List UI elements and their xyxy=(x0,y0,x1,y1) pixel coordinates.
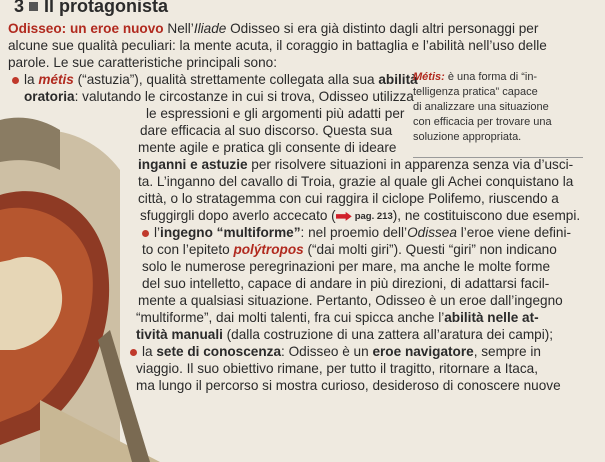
bullet1-line-3: le espressioni e gli argomenti più adatti per xyxy=(146,106,405,121)
text: la xyxy=(24,72,39,87)
section-title: Il protagonista xyxy=(44,0,169,16)
sidebar-term: Métis: xyxy=(413,71,445,83)
bullet2-line-3: solo le numerose peregrinazioni per mare, ma anche le molte forme xyxy=(142,259,551,274)
section-number: 3 xyxy=(14,0,25,16)
text: : Odisseo è un xyxy=(281,344,373,359)
text: “multiforme”, dai molti talenti, fra cui spicca anche l’ xyxy=(136,310,445,325)
bullet-icon xyxy=(142,230,149,237)
bold-text: inganni e astuzie xyxy=(138,157,248,172)
text: (dalla costruzione di una zattera all’aratura dei campi); xyxy=(222,327,554,342)
text: Nell’ xyxy=(163,21,194,36)
bullet3-line-1 xyxy=(130,343,541,360)
bullet1-line-1 xyxy=(12,71,418,88)
bold-text: oratoria xyxy=(24,89,75,104)
bullet1-line-9 xyxy=(140,207,580,225)
arrow-right-icon xyxy=(336,212,352,221)
text: l’eroe viene defini- xyxy=(456,225,572,240)
bullet2-line-5: mente a qualsiasi situazione. Pertanto, Odisseo è un eroe dall’ingegno xyxy=(138,293,563,308)
intro-line-1 xyxy=(8,20,538,37)
text: è una forma di “in- xyxy=(444,71,538,83)
bold-text: sete di conoscenza xyxy=(156,344,282,359)
bold-text: ingegno “multiforme” xyxy=(160,225,301,240)
bullet1-line-7: ta. L’inganno del cavallo di Troia, grazie al quale gli Achei conquistano la xyxy=(138,174,574,189)
bullet2-line-2 xyxy=(142,241,557,258)
bullet3-line-2: viaggio. Il suo obiettivo rimane, per tutto il tragitto, ritornare a Itaca, xyxy=(136,361,538,376)
book-title: Iliade xyxy=(193,21,227,36)
bullet1-line-2 xyxy=(24,88,414,105)
text: la xyxy=(142,344,157,359)
bullet2-line-6 xyxy=(136,309,539,326)
page-reference[interactable] xyxy=(336,208,393,225)
text: (“astuzia”), qualità strettamente collegata alla sua xyxy=(73,72,379,87)
text: l’ xyxy=(154,225,161,240)
sidebar-line-4: con efficacia per trovare una xyxy=(413,116,552,128)
page-reference-label: pag. 213 xyxy=(354,210,393,222)
bullet-icon xyxy=(130,349,137,356)
text: per risolvere situazioni in apparenza senza via d’usci- xyxy=(247,157,574,172)
sidebar-line-1 xyxy=(413,71,537,84)
bullet2-line-1 xyxy=(142,224,571,241)
metis-definition-box xyxy=(413,67,583,158)
bold-text: abilità xyxy=(378,72,418,87)
text: Odisseo si era già distinto dagli altri personaggi per xyxy=(226,21,539,36)
bold-text: abilità nelle at- xyxy=(444,310,539,325)
intro-line-2: alcune sue qualità peculiari: la mente acuta, il coraggio in battaglia e l’abilità nell’uso delle xyxy=(8,38,547,53)
text: to con l’epiteto xyxy=(142,242,234,257)
text: (“dai molti giri”). Questi “giri” non indicano xyxy=(303,242,557,257)
bullet1-line-8: città, o lo stratagemma con cui raggira il ciclope Polifemo, riuscendo a xyxy=(138,191,559,206)
text: : nel proemio dell’ xyxy=(300,225,408,240)
square-bullet-icon xyxy=(29,2,38,11)
term-polytropos: polýtropos xyxy=(233,242,304,257)
text: sfuggirgli dopo averlo accecato ( xyxy=(140,208,336,223)
bullet1-line-5: mente agile e pratica gli consente di ideare xyxy=(138,140,397,155)
term-metis: métis xyxy=(38,72,74,87)
bullet2-line-4: del suo intelletto, capace di andare in più direzioni, di adattarsi facil- xyxy=(142,276,550,291)
text: ), ne costituiscono due esempi. xyxy=(392,208,581,223)
intro-lead: Odisseo: un eroe nuovo xyxy=(8,21,164,36)
bullet1-line-6 xyxy=(138,156,573,173)
bullet3-line-3: ma lungo il percorso si mostra curioso, desideroso di conoscere nuove xyxy=(136,378,561,393)
section-heading xyxy=(14,0,168,17)
bullet-icon xyxy=(12,77,19,84)
text: , sempre in xyxy=(473,344,541,359)
warrior-illustration xyxy=(0,100,160,462)
sidebar-line-5: soluzione appropriata. xyxy=(413,131,522,143)
bullet2-line-7 xyxy=(136,326,553,343)
bullet1-line-4: dare efficacia al suo discorso. Questa sua xyxy=(140,123,393,138)
bold-text: eroe navigatore xyxy=(372,344,474,359)
text: : valutando le circostanze in cui si trova, Odisseo utilizza xyxy=(74,89,414,104)
sidebar-line-3: di analizzare una situazione xyxy=(413,101,549,113)
bold-text: tività manuali xyxy=(136,327,223,342)
book-title: Odissea xyxy=(407,225,457,240)
intro-line-3: parole. Le sue caratteristiche principali sono: xyxy=(8,55,278,70)
sidebar-line-2: telligenza pratica” capace xyxy=(413,86,538,98)
